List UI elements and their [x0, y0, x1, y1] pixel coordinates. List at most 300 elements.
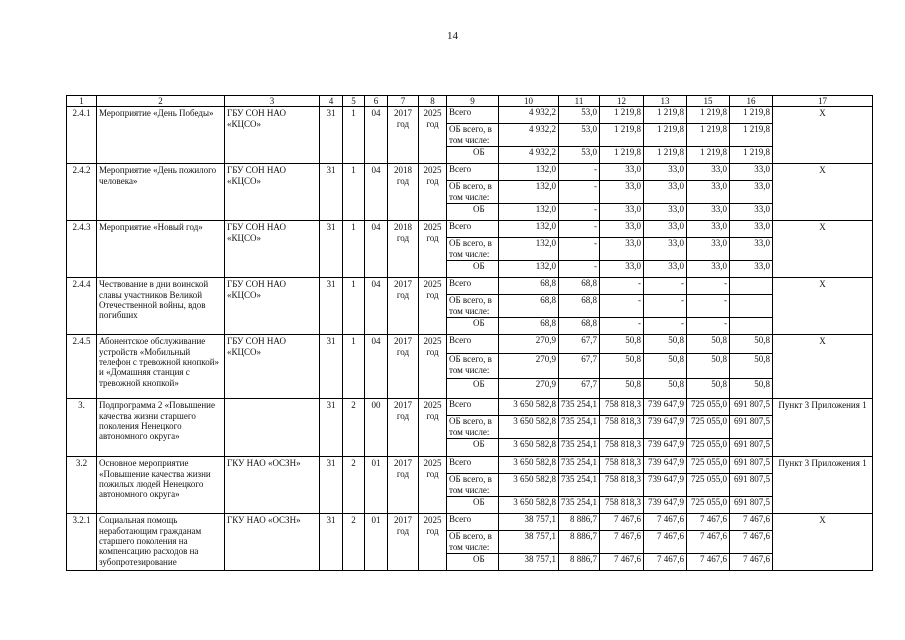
reference-cell: Х: [773, 107, 873, 164]
amount-value: 68,8: [559, 295, 599, 318]
amount-value: 691 807,5: [730, 416, 772, 439]
funding-source-label: Всего: [447, 399, 498, 416]
value-cell: [644, 221, 687, 278]
amount-value: -: [594, 204, 597, 215]
amount-value: 33,0: [711, 261, 727, 272]
row-number: 2.4.5: [67, 335, 97, 399]
funding-source-cell: [447, 278, 499, 335]
funding-source-cell: [447, 221, 499, 278]
amount-value: -: [644, 278, 686, 295]
funding-source-label: ОБ всего, в том числе:: [447, 416, 498, 439]
amount-value: 132,0: [499, 221, 558, 238]
header-cell: 6: [365, 96, 388, 107]
table-row: [67, 221, 873, 278]
funding-source-label: ОБ: [473, 147, 485, 158]
amount-value: 725 055,0: [687, 416, 729, 439]
amount-value: 50,8: [730, 354, 772, 379]
value-cell: [559, 514, 600, 571]
amount-value: 725 055,0: [691, 497, 727, 508]
code-cell: 04: [365, 221, 388, 278]
amount-value: 270,9: [499, 354, 558, 379]
amount-value: 739 647,9: [648, 439, 684, 450]
value-cell: [644, 278, 687, 335]
amount-value: 1 219,8: [687, 124, 729, 147]
executor: ГКУ НАО «ОСЗН»: [225, 457, 320, 514]
amount-value: 725 055,0: [687, 457, 729, 474]
amount-value: -: [559, 238, 599, 261]
amount-value: 33,0: [625, 261, 641, 272]
executor: ГБУ СОН НАО «КЦСО»: [225, 221, 320, 278]
amount-value: 3 650 582,8: [513, 497, 556, 508]
funding-source-cell: [447, 399, 499, 457]
value-cell: [730, 514, 773, 571]
amount-value: 68,8: [499, 295, 558, 318]
value-cell: [499, 107, 559, 164]
code-cell: 01: [365, 457, 388, 514]
amount-value: 33,0: [730, 221, 772, 238]
end-year: 2025 год: [419, 399, 447, 457]
code-cell: 31: [320, 399, 343, 457]
value-cell: [644, 457, 687, 514]
amount-value: 270,9: [499, 335, 558, 354]
row-number: 2.4.3: [67, 221, 97, 278]
amount-value: 735 254,1: [559, 474, 599, 497]
amount-value: 68,8: [581, 318, 597, 329]
amount-value: -: [600, 278, 643, 295]
value-cell: [499, 164, 559, 221]
amount-value: 33,0: [754, 204, 770, 215]
reference-cell: Пункт 3 Приложения 1: [773, 457, 873, 514]
header-cell: 2: [97, 96, 225, 107]
amount-value: 50,8: [644, 335, 686, 354]
header-cell: 11: [559, 96, 600, 107]
header-cell: 15: [687, 96, 730, 107]
amount-value: 50,8: [687, 354, 729, 379]
amount-value: -: [724, 318, 727, 329]
value-cell: [687, 278, 730, 335]
value-cell: [559, 457, 600, 514]
amount-value: 739 647,9: [648, 497, 684, 508]
amount-value: 67,7: [581, 379, 597, 390]
value-cell: [600, 278, 644, 335]
amount-value: 68,8: [559, 278, 599, 295]
amount-value: 33,0: [644, 221, 686, 238]
start-year: 2017 год: [388, 514, 419, 571]
code-cell: 2: [343, 514, 365, 571]
activity-name: Мероприятие «Новый год»: [97, 221, 225, 278]
value-cell: [687, 399, 730, 457]
start-year: 2017 год: [388, 457, 419, 514]
activity-name: Социальная помощь неработающим гражданам старшего поколения на компенсацию расходов на зубопротезирование: [97, 514, 225, 571]
code-cell: 1: [343, 164, 365, 221]
amount-value: 50,8: [730, 335, 772, 354]
amount-value: -: [687, 295, 729, 318]
amount-value: 739 647,9: [644, 474, 686, 497]
header-row: [67, 96, 873, 107]
amount-value: 3 650 582,8: [513, 439, 556, 450]
header-cell: 4: [320, 96, 343, 107]
program-table: [66, 95, 873, 571]
amount-value: 758 818,3: [600, 416, 643, 439]
activity-name: Подпрограмма 2 «Повышение качества жизни старшего поколения Ненецкого автономного округа»: [97, 399, 225, 457]
amount-value: 7 467,6: [743, 554, 770, 565]
funding-source-label: ОБ: [473, 439, 485, 450]
amount-value: 33,0: [730, 238, 772, 261]
amount-value: 33,0: [600, 221, 643, 238]
value-cell: [687, 457, 730, 514]
code-cell: 31: [320, 164, 343, 221]
amount-value: 50,8: [625, 379, 641, 390]
funding-source-label: Всего: [447, 107, 498, 124]
amount-value: 50,8: [644, 354, 686, 379]
amount-value: 7 467,6: [657, 554, 684, 565]
amount-value: 50,8: [600, 335, 643, 354]
value-cell: [644, 107, 687, 164]
reference-cell: Х: [773, 221, 873, 278]
amount-value: 735 254,1: [559, 457, 599, 474]
value-cell: [644, 164, 687, 221]
value-cell: [559, 221, 600, 278]
amount-value: -: [638, 318, 641, 329]
amount-value: 33,0: [754, 261, 770, 272]
amount-value: 1 219,8: [700, 147, 727, 158]
end-year: 2025 год: [419, 107, 447, 164]
funding-source-label: ОБ: [473, 379, 485, 390]
amount-value: 1 219,8: [730, 124, 772, 147]
table-row: [67, 514, 873, 571]
amount-value: 725 055,0: [691, 439, 727, 450]
amount-value: -: [600, 295, 643, 318]
amount-value: [730, 295, 772, 318]
amount-value: -: [644, 295, 686, 318]
amount-value: 53,0: [559, 107, 599, 124]
value-cell: [730, 278, 773, 335]
funding-source-label: ОБ всего, в том числе:: [447, 531, 498, 554]
amount-value: 33,0: [730, 164, 772, 181]
value-cell: [600, 164, 644, 221]
amount-value: -: [559, 221, 599, 238]
funding-source-label: Всего: [447, 514, 498, 531]
amount-value: 735 254,1: [561, 439, 597, 450]
executor: [225, 399, 320, 457]
code-cell: 00: [365, 399, 388, 457]
header-cell: 7: [388, 96, 419, 107]
amount-value: 735 254,1: [559, 399, 599, 416]
header-cell: 17: [773, 96, 873, 107]
value-cell: [687, 107, 730, 164]
end-year: 2025 год: [419, 278, 447, 335]
row-number: 2.4.2: [67, 164, 97, 221]
funding-source-label: ОБ всего, в том числе:: [447, 181, 498, 204]
value-cell: [559, 335, 600, 399]
amount-value: 1 219,8: [600, 107, 643, 124]
amount-value: 3 650 582,8: [499, 416, 558, 439]
amount-value: 4 932,2: [499, 107, 558, 124]
value-cell: [730, 335, 773, 399]
amount-value: 691 807,5: [734, 439, 770, 450]
amount-value: 725 055,0: [687, 474, 729, 497]
amount-value: 270,9: [535, 379, 556, 390]
amount-value: 7 467,6: [644, 531, 686, 554]
value-cell: [687, 514, 730, 571]
funding-source-cell: [447, 107, 499, 164]
amount-value: [730, 278, 772, 295]
amount-value: 132,0: [535, 204, 556, 215]
amount-value: 739 647,9: [644, 399, 686, 416]
amount-value: 33,0: [687, 181, 729, 204]
start-year: 2017 год: [388, 335, 419, 399]
end-year: 2025 год: [419, 164, 447, 221]
row-number: 3.2: [67, 457, 97, 514]
funding-source-label: ОБ: [473, 318, 485, 329]
value-cell: [499, 399, 559, 457]
end-year: 2025 год: [419, 335, 447, 399]
funding-source-label: ОБ: [473, 261, 485, 272]
activity-name: Основное мероприятие «Повышение качества жизни пожилых людей Ненецкого автономного округа»: [97, 457, 225, 514]
header-cell: 16: [730, 96, 773, 107]
amount-value: 7 467,6: [687, 514, 729, 531]
value-cell: [499, 221, 559, 278]
value-cell: [730, 221, 773, 278]
value-cell: [559, 164, 600, 221]
code-cell: 31: [320, 514, 343, 571]
code-cell: 1: [343, 335, 365, 399]
amount-value: 1 219,8: [687, 107, 729, 124]
activity-name: Мероприятие «День пожилого человека»: [97, 164, 225, 221]
amount-value: -: [559, 164, 599, 181]
row-number: 3.2.1: [67, 514, 97, 571]
amount-value: 691 807,5: [730, 399, 772, 416]
amount-value: 50,8: [754, 379, 770, 390]
amount-value: 691 807,5: [730, 474, 772, 497]
table-row: [67, 164, 873, 221]
reference-cell: Х: [773, 278, 873, 335]
amount-value: 33,0: [600, 164, 643, 181]
code-cell: 31: [320, 107, 343, 164]
funding-source-label: ОБ: [473, 554, 485, 565]
amount-value: 739 647,9: [644, 457, 686, 474]
amount-value: 691 807,5: [734, 497, 770, 508]
value-cell: [730, 164, 773, 221]
amount-value: 7 467,6: [644, 514, 686, 531]
amount-value: 8 886,7: [559, 514, 599, 531]
amount-value: 132,0: [499, 164, 558, 181]
code-cell: 31: [320, 335, 343, 399]
amount-value: 68,8: [499, 278, 558, 295]
amount-value: 33,0: [687, 238, 729, 261]
funding-source-cell: [447, 335, 499, 399]
table-row: [67, 107, 873, 164]
amount-value: 1 219,8: [614, 147, 641, 158]
end-year: 2025 год: [419, 457, 447, 514]
funding-source-label: Всего: [447, 221, 498, 238]
header-cell: 9: [447, 96, 499, 107]
amount-value: 4 932,2: [529, 147, 556, 158]
amount-value: 4 932,2: [499, 124, 558, 147]
amount-value: 8 886,7: [570, 554, 597, 565]
amount-value: 7 467,6: [730, 514, 772, 531]
amount-value: 7 467,6: [614, 554, 641, 565]
value-cell: [600, 335, 644, 399]
funding-source-label: Всего: [447, 457, 498, 474]
funding-source-cell: [447, 164, 499, 221]
amount-value: 3 650 582,8: [499, 399, 558, 416]
amount-value: -: [559, 181, 599, 204]
amount-value: 758 818,3: [605, 497, 641, 508]
amount-value: 53,0: [581, 147, 597, 158]
funding-source-label: ОБ всего, в том числе:: [447, 124, 498, 147]
amount-value: 38 757,1: [524, 554, 556, 565]
amount-value: -: [594, 261, 597, 272]
code-cell: 1: [343, 278, 365, 335]
header-cell: 5: [343, 96, 365, 107]
amount-value: 33,0: [668, 204, 684, 215]
amount-value: 33,0: [687, 221, 729, 238]
amount-value: 132,0: [499, 181, 558, 204]
amount-value: 7 467,6: [730, 531, 772, 554]
amount-value: 38 757,1: [499, 531, 558, 554]
value-cell: [687, 221, 730, 278]
code-cell: 31: [320, 221, 343, 278]
code-cell: 04: [365, 164, 388, 221]
value-cell: [600, 514, 644, 571]
code-cell: 01: [365, 514, 388, 571]
executor: ГБУ СОН НАО «КЦСО»: [225, 164, 320, 221]
amount-value: 38 757,1: [499, 514, 558, 531]
start-year: 2017 год: [388, 278, 419, 335]
amount-value: 1 219,8: [657, 147, 684, 158]
amount-value: 33,0: [644, 164, 686, 181]
amount-value: 1 219,8: [644, 107, 686, 124]
executor: ГБУ СОН НАО «КЦСО»: [225, 335, 320, 399]
amount-value: 33,0: [600, 238, 643, 261]
amount-value: 758 818,3: [600, 474, 643, 497]
value-cell: [600, 221, 644, 278]
code-cell: 04: [365, 107, 388, 164]
amount-value: 132,0: [535, 261, 556, 272]
value-cell: [730, 399, 773, 457]
value-cell: [559, 107, 600, 164]
amount-value: 50,8: [600, 354, 643, 379]
funding-source-label: ОБ всего, в том числе:: [447, 238, 498, 261]
amount-value: 735 254,1: [561, 497, 597, 508]
amount-value: 735 254,1: [559, 416, 599, 439]
start-year: 2017 год: [388, 107, 419, 164]
reference-cell: Х: [773, 164, 873, 221]
code-cell: 2: [343, 399, 365, 457]
value-cell: [730, 457, 773, 514]
amount-value: 7 467,6: [687, 531, 729, 554]
amount-value: 1 219,8: [743, 147, 770, 158]
amount-value: 33,0: [625, 204, 641, 215]
value-cell: [644, 399, 687, 457]
amount-value: 725 055,0: [687, 399, 729, 416]
value-cell: [644, 335, 687, 399]
amount-value: 758 818,3: [600, 399, 643, 416]
amount-value: 758 818,3: [605, 439, 641, 450]
amount-value: 33,0: [730, 181, 772, 204]
code-cell: 31: [320, 278, 343, 335]
amount-value: 33,0: [644, 181, 686, 204]
value-cell: [499, 457, 559, 514]
amount-value: 7 467,6: [600, 531, 643, 554]
row-number: 2.4.4: [67, 278, 97, 335]
header-cell: 12: [600, 96, 644, 107]
amount-value: -: [681, 318, 684, 329]
amount-value: 50,8: [711, 379, 727, 390]
value-cell: [499, 278, 559, 335]
code-cell: 1: [343, 107, 365, 164]
amount-value: 33,0: [668, 261, 684, 272]
table-row: [67, 457, 873, 514]
table-row: [67, 278, 873, 335]
reference-cell: Пункт 3 Приложения 1: [773, 399, 873, 457]
funding-source-label: ОБ: [473, 204, 485, 215]
value-cell: [730, 107, 773, 164]
amount-value: 50,8: [668, 379, 684, 390]
amount-value: 758 818,3: [600, 457, 643, 474]
amount-value: [730, 318, 772, 334]
amount-value: 53,0: [559, 124, 599, 147]
funding-source-label: ОБ всего, в том числе:: [447, 295, 498, 318]
reference-cell: Х: [773, 335, 873, 399]
header-cell: 8: [419, 96, 447, 107]
amount-value: 68,8: [540, 318, 556, 329]
value-cell: [499, 514, 559, 571]
funding-source-label: ОБ всего, в том числе:: [447, 354, 498, 379]
activity-name: Абонентское обслуживание устройств «Мобильный телефон с тревожной кнопкой» и «Домашняя станция с тревожной кнопкой»: [97, 335, 225, 399]
start-year: 2017 год: [388, 399, 419, 457]
table-row: [67, 399, 873, 457]
value-cell: [499, 335, 559, 399]
code-cell: 04: [365, 335, 388, 399]
amount-value: 1 219,8: [644, 124, 686, 147]
value-cell: [600, 399, 644, 457]
amount-value: 7 467,6: [700, 554, 727, 565]
amount-value: 691 807,5: [730, 457, 772, 474]
amount-value: 67,7: [559, 354, 599, 379]
code-cell: 1: [343, 221, 365, 278]
amount-value: -: [687, 278, 729, 295]
header-cell: 10: [499, 96, 559, 107]
amount-value: 33,0: [600, 181, 643, 204]
header-cell: 13: [644, 96, 687, 107]
amount-value: 33,0: [644, 238, 686, 261]
amount-value: 33,0: [687, 164, 729, 181]
value-cell: [559, 278, 600, 335]
funding-source-label: ОБ: [473, 497, 485, 508]
value-cell: [600, 107, 644, 164]
code-cell: 2: [343, 457, 365, 514]
code-cell: 31: [320, 457, 343, 514]
funding-source-label: Всего: [447, 278, 498, 295]
amount-value: 1 219,8: [730, 107, 772, 124]
row-number: 2.4.1: [67, 107, 97, 164]
amount-value: 3 650 582,8: [499, 474, 558, 497]
executor: ГБУ СОН НАО «КЦСО»: [225, 278, 320, 335]
header-cell: 1: [67, 96, 97, 107]
activity-name: Мероприятие «День Победы»: [97, 107, 225, 164]
row-number: 3.: [67, 399, 97, 457]
reference-cell: Х: [773, 514, 873, 571]
funding-source-label: ОБ всего, в том числе:: [447, 474, 498, 497]
executor: ГБУ СОН НАО «КЦСО»: [225, 107, 320, 164]
amount-value: 3 650 582,8: [499, 457, 558, 474]
amount-value: 67,7: [559, 335, 599, 354]
amount-value: 33,0: [711, 204, 727, 215]
page-number: 14: [447, 30, 458, 42]
amount-value: 132,0: [499, 238, 558, 261]
